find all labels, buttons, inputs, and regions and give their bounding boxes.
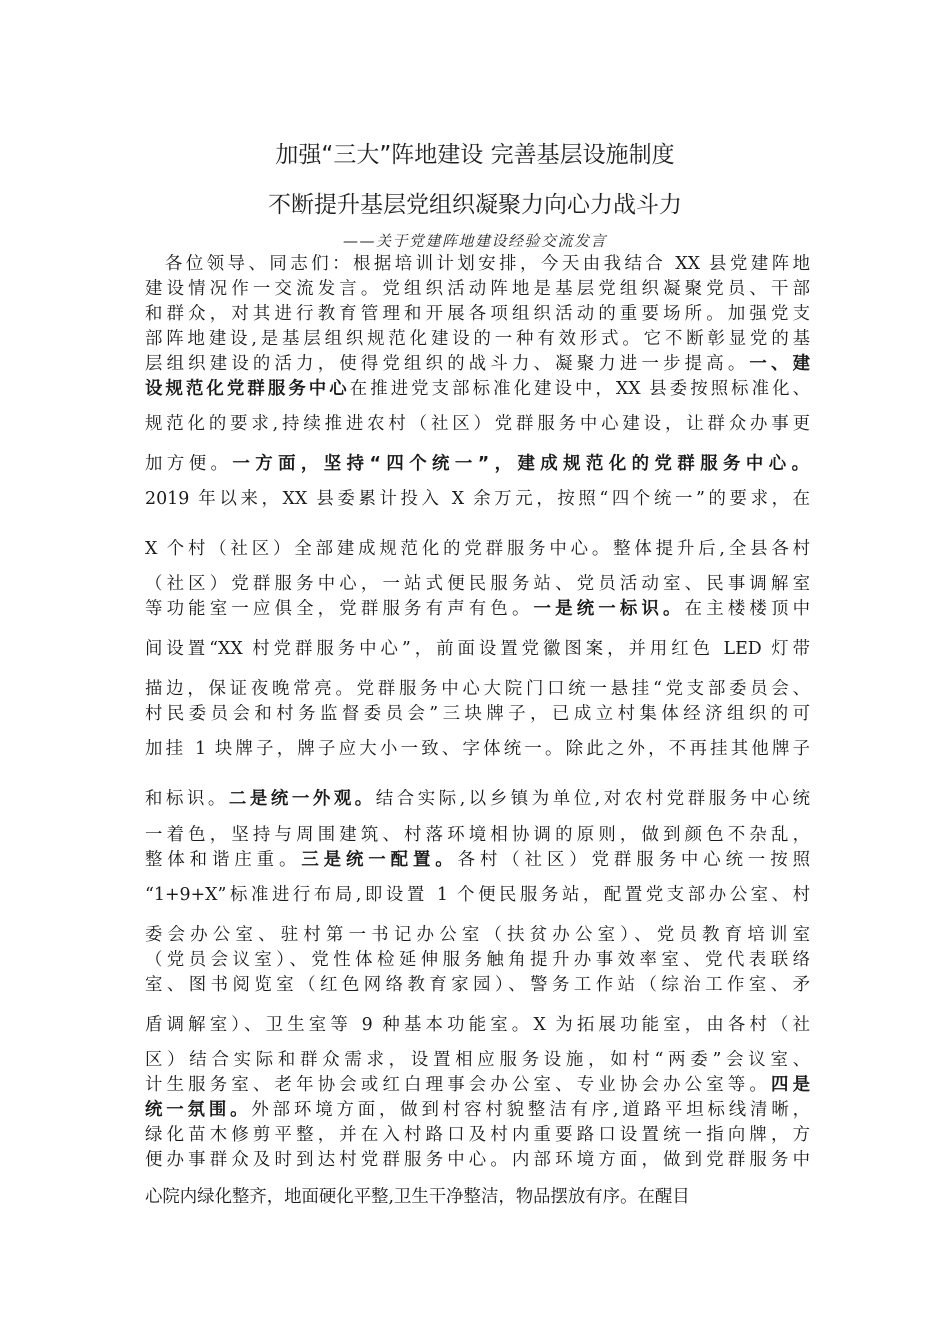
body-line xyxy=(145,787,810,811)
body-text-run: 在推进党支部标准化建设中，XX 县委按照标准化、 xyxy=(349,379,810,399)
emphasis-text: 二是统一外观。 xyxy=(228,789,376,809)
body-text-run: （党员会议室）、党性体检延伸服务触角提升办事效率室、党代表联络 xyxy=(145,950,810,970)
body-text-run: 委会办公室、驻村第一书记办公室（扶贫办公室）、党员教育培训室 xyxy=(145,925,810,945)
body-line xyxy=(145,377,810,401)
body-text-run: 层组织建设的活力，使得党组织的战斗力、凝聚力进一步提高。 xyxy=(145,354,750,374)
document-title-line-1: 加强“三大”阵地建设 完善基层设施制度 xyxy=(275,142,675,168)
body-line xyxy=(145,702,810,726)
body-text-run: （社区）党群服务中心，一站式便民服务站、党员活动室、民事调解室 xyxy=(145,574,810,594)
emphasis-text: 一、建 xyxy=(749,354,810,374)
body-line xyxy=(145,923,810,947)
body-line xyxy=(145,412,810,436)
body-line xyxy=(145,1123,810,1147)
body-text-run: 在主楼楼顶中 xyxy=(684,599,810,619)
body-line xyxy=(145,973,810,997)
body-text-run: “1+9+X”标准进行布局,即设置 1 个便民服务站，配置党支部办公室、村 xyxy=(145,885,810,905)
body-text-run: 加挂 1 块牌子，牌子应大小一致、字体统一。除此之外，不再挂其他牌子 xyxy=(145,739,810,759)
body-text-run: 间设置“XX 村党群服务中心”，前面设置党徽图案，并用红色 LED 灯带 xyxy=(145,639,810,659)
document-title-line-2: 不断提升基层党组织凝聚力向心力战斗力 xyxy=(268,192,682,218)
emphasis-text: 三是统一配置。 xyxy=(301,850,458,870)
body-text-run: 描边，保证夜晚常亮。党群服务中心大院门口统一悬挂“党支部委员会、 xyxy=(145,679,810,699)
body-line xyxy=(145,1185,810,1209)
body-line xyxy=(145,823,810,847)
body-text-run: 加方便。 xyxy=(145,454,233,474)
body-text-run: 村民委员会和村务监督委员会”三块牌子，已成立村集体经济组织的可 xyxy=(145,704,810,724)
body-line xyxy=(145,1048,810,1072)
body-text-run: 部阵地建设,是基层组织规范化建设的一种有效形式。它不断彰显党的基 xyxy=(145,329,810,349)
body-line xyxy=(165,252,810,276)
body-line xyxy=(145,1148,810,1172)
body-line xyxy=(145,677,810,701)
body-text-run: 各村（社区）党群服务中心统一按照 xyxy=(457,850,810,870)
body-text-run: 和标识。 xyxy=(145,789,229,809)
body-line xyxy=(145,848,810,872)
emphasis-text: 统一氛围。 xyxy=(145,1100,252,1120)
body-text-run: 心院内绿化整齐，地面硬化平整,卫生干净整洁，物品摆放有序。在醒目 xyxy=(145,1187,690,1207)
body-text-run: 2019 年以来，XX 县委累计投入 X 余万元，按照“四个统一”的要求，在 xyxy=(145,489,810,509)
body-text-run: 便办事群众及时到达村党群服务中心。内部环境方面，做到党群服务中 xyxy=(145,1150,810,1170)
body-text-run: 建设情况作一交流发言。党组织活动阵地是基层党组织凝聚党员、干部 xyxy=(145,279,810,299)
body-line xyxy=(145,277,810,301)
body-text-run: 外部环境方面，做到村容村貌整洁有序,道路平坦标线清晰， xyxy=(251,1100,810,1120)
body-text-run: 和群众，对其进行教育管理和开展各项组织活动的重要场所。加强党支 xyxy=(145,304,810,324)
body-line xyxy=(145,597,810,621)
body-text-run: 各位领导、同志们：根据培训计划安排，今天由我结合 XX 县党建阵地 xyxy=(165,254,810,274)
body-text-run: X 个村（社区）全部建成规范化的党群服务中心。整体提升后,全县各村 xyxy=(145,539,810,559)
emphasis-text: 一是统一标识。 xyxy=(533,599,685,619)
body-text-run: 计生服务室、老年协会或红白理事会办公室、专业协会办公室等。 xyxy=(145,1075,771,1095)
body-line xyxy=(145,948,810,972)
body-line xyxy=(145,327,810,351)
emphasis-text: 设规范化党群服务中心 xyxy=(145,379,350,399)
emphasis-text: 四是 xyxy=(771,1075,810,1095)
body-text-run: 结合实际,以乡镇为单位,对农村党群服务中心统 xyxy=(375,789,810,809)
body-line xyxy=(145,352,810,376)
body-line xyxy=(145,737,810,761)
emphasis-text: 一方面，坚持“四个统一”，建成规范化的党群服务中心。 xyxy=(232,454,810,474)
body-line xyxy=(145,537,810,561)
body-line xyxy=(145,1098,810,1122)
body-text-run: 等功能室一应俱全，党群服务有声有色。 xyxy=(145,599,534,619)
body-line xyxy=(145,883,810,907)
body-text-run: 区）结合实际和群众需求，设置相应服务设施，如村“两委”会议室、 xyxy=(145,1050,810,1070)
body-line xyxy=(145,1073,810,1097)
body-text-run: 室、图书阅览室（红色网络教育家园）、警务工作站（综治工作室、矛 xyxy=(145,975,810,995)
body-line xyxy=(145,452,810,476)
body-line xyxy=(145,487,810,511)
document-subtitle: ——关于党建阵地建设经验交流发言 xyxy=(342,232,607,250)
body-text-run: 盾调解室）、卫生室等 9 种基本功能室。X 为拓展功能室，由各村（社 xyxy=(145,1015,810,1035)
body-line xyxy=(145,637,810,661)
body-line xyxy=(145,302,810,326)
body-text-run: 规范化的要求,持续推进农村（社区）党群服务中心建设，让群众办事更 xyxy=(145,414,810,434)
body-text-run: 整体和谐庄重。 xyxy=(145,850,302,870)
body-text-run: 一着色，坚持与周围建筑、村落环境相协调的原则，做到颜色不杂乱， xyxy=(145,825,810,845)
body-text-run: 绿化苗木修剪平整，并在入村路口及村内重要路口设置统一指向牌，方 xyxy=(145,1125,810,1145)
body-line xyxy=(145,1013,810,1037)
body-line xyxy=(145,572,810,596)
